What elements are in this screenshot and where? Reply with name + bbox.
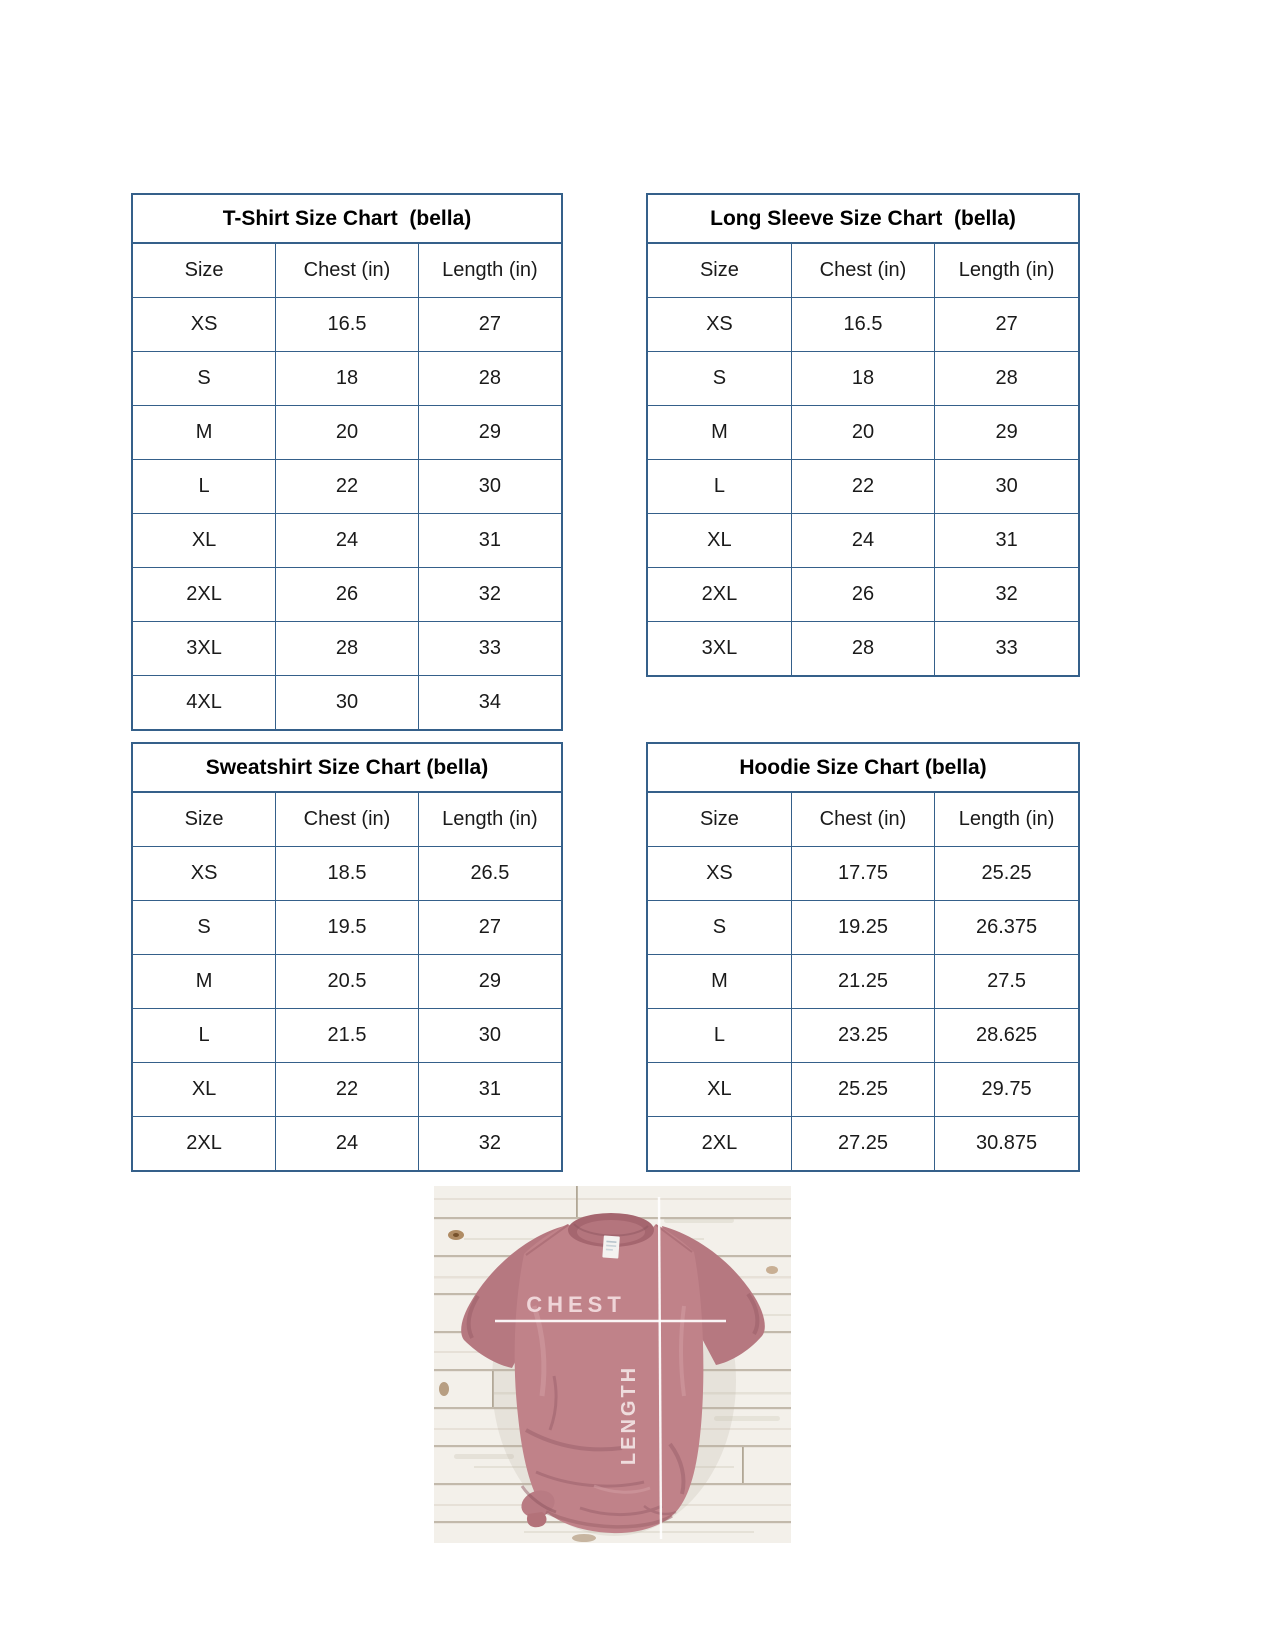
table-row — [133, 1063, 561, 1117]
table-cell: 21.25 — [791, 955, 934, 1009]
tshirt-size-chart-table — [131, 193, 563, 731]
table-cell: 17.75 — [791, 847, 934, 901]
table-cell: 28 — [791, 622, 934, 676]
table-cell: 4XL — [133, 676, 276, 730]
table-cell: 16.5 — [276, 298, 419, 352]
table-row — [648, 901, 1078, 955]
table-cell: 23.25 — [791, 1009, 934, 1063]
table-cell: 22 — [791, 460, 934, 514]
table-cell: XL — [648, 1063, 791, 1117]
table-cell: 22 — [276, 1063, 419, 1117]
table-cell: 28 — [276, 622, 419, 676]
table-row — [648, 622, 1078, 676]
column-header: Size — [648, 244, 791, 298]
table-row — [133, 847, 561, 901]
table-row — [133, 901, 561, 955]
size-table-grid — [133, 793, 561, 1170]
table-title: T-Shirt Size Chart (bella) — [133, 195, 561, 244]
table-row — [133, 568, 561, 622]
table-cell: 32 — [418, 1117, 561, 1171]
header-row — [648, 244, 1078, 298]
table-row — [133, 460, 561, 514]
table-cell: 31 — [418, 1063, 561, 1117]
table-row — [133, 1117, 561, 1171]
sweatshirt-size-chart-table — [131, 742, 563, 1172]
table-cell: 30 — [935, 460, 1078, 514]
table-row — [133, 406, 561, 460]
size-table-grid — [648, 793, 1078, 1170]
column-header: Length (in) — [935, 244, 1078, 298]
table-row — [648, 1117, 1078, 1171]
table-cell: 20.5 — [276, 955, 419, 1009]
table-cell: 26 — [791, 568, 934, 622]
table-row — [133, 352, 561, 406]
table-cell: 24 — [276, 1117, 419, 1171]
table-cell: 2XL — [133, 568, 276, 622]
table-cell: M — [648, 955, 791, 1009]
table-cell: 32 — [935, 568, 1078, 622]
table-cell: L — [648, 460, 791, 514]
table-row — [648, 955, 1078, 1009]
table-cell: XS — [648, 847, 791, 901]
table-row — [648, 406, 1078, 460]
table-cell: 30 — [418, 460, 561, 514]
column-header: Size — [133, 793, 276, 847]
table-cell: M — [648, 406, 791, 460]
table-cell: 33 — [935, 622, 1078, 676]
size-table-grid — [133, 244, 561, 729]
column-header: Size — [133, 244, 276, 298]
table-row — [648, 352, 1078, 406]
chest-label: CHEST — [526, 1292, 626, 1317]
table-cell: 30.875 — [935, 1117, 1078, 1171]
column-header: Length (in) — [418, 793, 561, 847]
table-cell: L — [648, 1009, 791, 1063]
table-cell: 16.5 — [791, 298, 934, 352]
table-cell: 27 — [418, 901, 561, 955]
column-header: Length (in) — [418, 244, 561, 298]
table-cell: 19.5 — [276, 901, 419, 955]
table-cell: 28 — [418, 352, 561, 406]
table-cell: 25.25 — [791, 1063, 934, 1117]
table-cell: 25.25 — [935, 847, 1078, 901]
table-cell: 20 — [791, 406, 934, 460]
collar-label — [602, 1235, 619, 1258]
table-cell: M — [133, 406, 276, 460]
table-cell: 3XL — [133, 622, 276, 676]
column-header: Size — [648, 793, 791, 847]
table-cell: 18 — [276, 352, 419, 406]
table-cell: 24 — [276, 514, 419, 568]
table-cell: 27.25 — [791, 1117, 934, 1171]
table-cell: 29.75 — [935, 1063, 1078, 1117]
table-cell: XS — [133, 298, 276, 352]
table-cell: 31 — [935, 514, 1078, 568]
table-cell: 32 — [418, 568, 561, 622]
header-row — [133, 244, 561, 298]
length-label: LENGTH — [618, 1364, 640, 1466]
table-cell: 28 — [935, 352, 1078, 406]
table-cell: XS — [133, 847, 276, 901]
table-cell: 2XL — [133, 1117, 276, 1171]
table-cell: 2XL — [648, 568, 791, 622]
table-row — [648, 847, 1078, 901]
table-row — [648, 568, 1078, 622]
table-cell: 30 — [276, 676, 419, 730]
column-header: Chest (in) — [791, 793, 934, 847]
table-cell: S — [648, 901, 791, 955]
table-cell: 34 — [418, 676, 561, 730]
table-row — [648, 1063, 1078, 1117]
table-row — [648, 460, 1078, 514]
table-cell: 26.375 — [935, 901, 1078, 955]
column-header: Length (in) — [935, 793, 1078, 847]
table-cell: 28.625 — [935, 1009, 1078, 1063]
table-cell: 33 — [418, 622, 561, 676]
table-row — [133, 676, 561, 730]
column-header: Chest (in) — [276, 793, 419, 847]
table-cell: S — [133, 352, 276, 406]
table-cell: M — [133, 955, 276, 1009]
table-cell: 26 — [276, 568, 419, 622]
hoodie-size-chart-table — [646, 742, 1080, 1172]
table-cell: 27.5 — [935, 955, 1078, 1009]
table-cell: 2XL — [648, 1117, 791, 1171]
table-row — [133, 1009, 561, 1063]
table-cell: 27 — [935, 298, 1078, 352]
table-cell: 24 — [791, 514, 934, 568]
table-cell: 27 — [418, 298, 561, 352]
table-cell: 29 — [418, 955, 561, 1009]
table-cell: 30 — [418, 1009, 561, 1063]
table-cell: 18.5 — [276, 847, 419, 901]
long-sleeve-size-chart-table — [646, 193, 1080, 677]
header-row — [648, 793, 1078, 847]
column-header: Chest (in) — [791, 244, 934, 298]
table-cell: XL — [648, 514, 791, 568]
table-cell: 19.25 — [791, 901, 934, 955]
table-title: Long Sleeve Size Chart (bella) — [648, 195, 1078, 244]
table-row — [648, 514, 1078, 568]
table-cell: 20 — [276, 406, 419, 460]
table-cell: L — [133, 460, 276, 514]
table-cell: 31 — [418, 514, 561, 568]
table-title: Hoodie Size Chart (bella) — [648, 744, 1078, 793]
table-row — [648, 298, 1078, 352]
table-row — [133, 514, 561, 568]
table-cell: XS — [648, 298, 791, 352]
table-cell: XL — [133, 514, 276, 568]
tshirt-photo — [434, 1186, 791, 1543]
table-cell: 21.5 — [276, 1009, 419, 1063]
table-cell: L — [133, 1009, 276, 1063]
table-cell: 29 — [418, 406, 561, 460]
table-row — [133, 622, 561, 676]
table-row — [133, 298, 561, 352]
table-row — [648, 1009, 1078, 1063]
table-title: Sweatshirt Size Chart (bella) — [133, 744, 561, 793]
table-cell: XL — [133, 1063, 276, 1117]
table-cell: S — [133, 901, 276, 955]
table-cell: 26.5 — [418, 847, 561, 901]
table-cell: 29 — [935, 406, 1078, 460]
table-cell: 18 — [791, 352, 934, 406]
table-row — [133, 955, 561, 1009]
size-table-grid — [648, 244, 1078, 675]
table-cell: S — [648, 352, 791, 406]
table-cell: 3XL — [648, 622, 791, 676]
column-header: Chest (in) — [276, 244, 419, 298]
table-cell: 22 — [276, 460, 419, 514]
header-row — [133, 793, 561, 847]
